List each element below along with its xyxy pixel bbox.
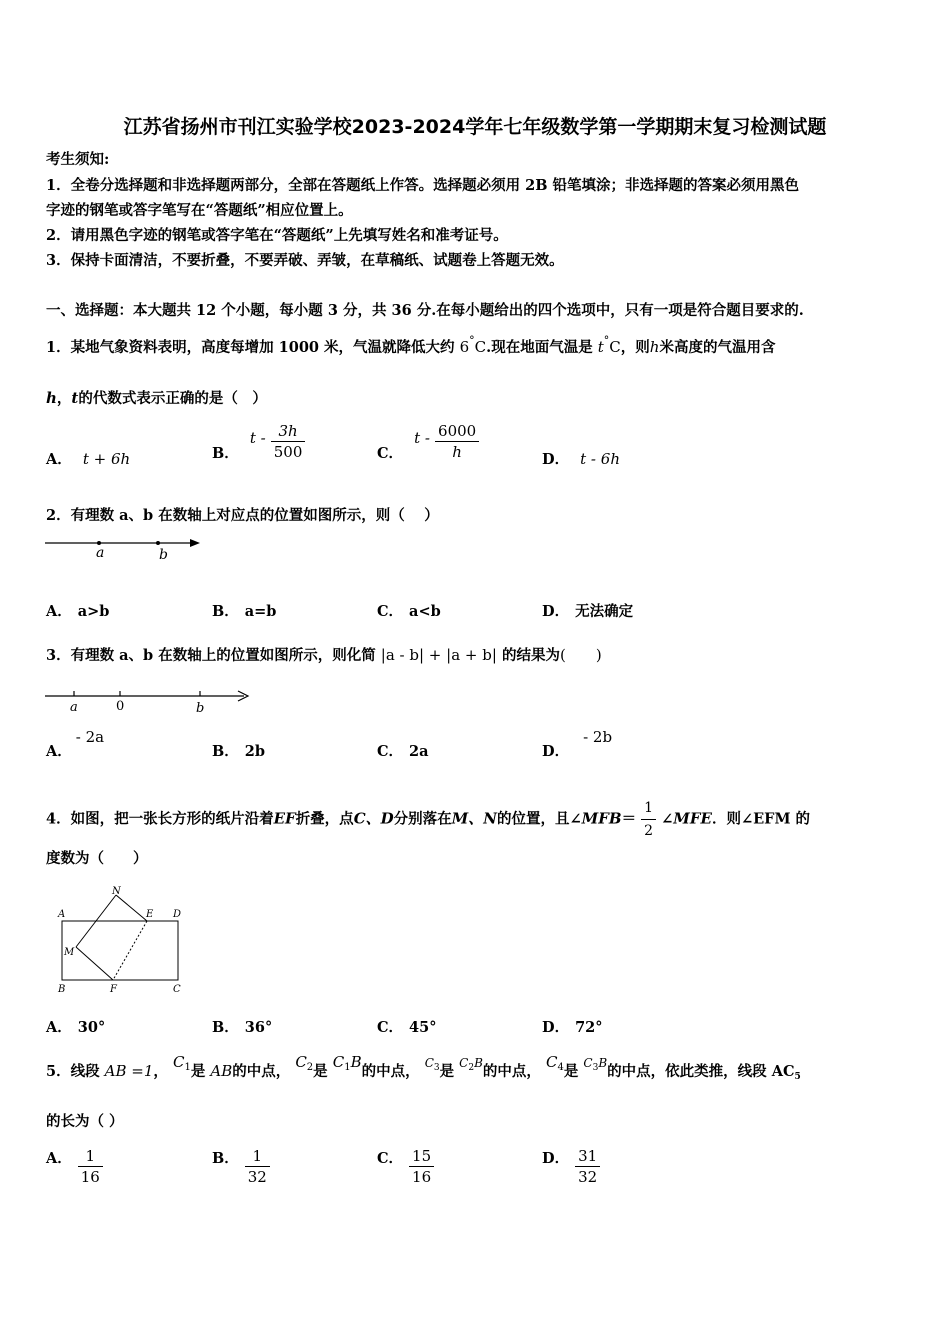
q5-option-d-den: 32: [578, 1168, 598, 1186]
q4-frac-num: 1: [641, 798, 656, 820]
q5-c1b: C: [332, 1053, 345, 1071]
q1-option-b[interactable]: [212, 422, 305, 461]
q5-option-c-fraction: [409, 1147, 434, 1186]
q2-option-d[interactable]: [542, 600, 633, 621]
q3-paren: ( ): [559, 646, 602, 664]
q5-mid-3: 的中点，: [482, 1063, 541, 1080]
q3-option-c-letter: C．: [377, 743, 404, 760]
q1-option-c-letter: C．: [377, 444, 404, 462]
section-heading: 一、选择题：本大题共 12 个小题，每小题 3 分，共 36 分.在每小题给出的四个选项中，只有一项是符合题目要求的.: [46, 302, 804, 319]
q3-option-a[interactable]: [46, 728, 105, 761]
q3-option-d-letter: D．: [542, 743, 570, 760]
q4-option-a-text: 30°: [77, 1019, 106, 1036]
q2-option-a-text: a>b: [77, 603, 110, 620]
q3-label-zero: 0: [116, 699, 125, 714]
notice-item-1-line-2: 字迹的钢笔或答字笔写在“答题纸”相应位置上。: [46, 202, 353, 219]
q4-fraction: [641, 798, 656, 841]
q5-c1: C: [172, 1053, 185, 1071]
q1-h-variable: h: [649, 338, 660, 356]
q5-c4: C: [545, 1053, 558, 1071]
question-2-stem: 2．有理数 a、b 在数轴上对应点的位置如图所示，则（ ）: [46, 507, 439, 524]
q2-option-b-letter: B．: [212, 603, 239, 620]
q4-label-f: F: [110, 984, 117, 995]
q5-option-b-num: 1: [245, 1147, 270, 1167]
q5-sep: ，: [153, 1063, 168, 1080]
q3-option-c-text: 2a: [409, 743, 429, 760]
q4-option-b-text: 36°: [244, 1019, 273, 1036]
q5-option-b-fraction: [245, 1147, 270, 1186]
q5-option-d-fraction: [575, 1147, 600, 1186]
q5-c3: C: [424, 1056, 434, 1070]
q1-text-part3: ，则: [620, 339, 650, 356]
question-3-stem: [46, 645, 602, 666]
q1-option-d-expr: t - 6h: [580, 450, 620, 468]
q5-c2b: C: [459, 1056, 469, 1070]
q1-option-b-fraction: [271, 422, 306, 461]
q4-label-a: A: [58, 909, 66, 920]
q3-label-b: b: [196, 701, 205, 716]
q2-label-b: b: [159, 547, 168, 563]
notice-item-2: 2．请用黑色字迹的钢笔或答字笔在“答题纸”上先填写姓名和准考证号。: [46, 227, 508, 244]
q5-mid-2: 的中点，: [361, 1063, 420, 1080]
q5-c2: C: [295, 1053, 307, 1071]
q5-option-d[interactable]: [542, 1147, 600, 1186]
q3-tail: 的结果为: [501, 647, 560, 664]
q4-option-d-text: 72°: [575, 1019, 603, 1036]
q2-point-b: [156, 541, 160, 545]
q1-t-variable: t: [597, 338, 604, 356]
q1-option-c-denominator: h: [452, 443, 462, 461]
q4-eq: ＝: [621, 810, 637, 828]
q5-option-a-letter: A．: [46, 1149, 72, 1167]
q1-option-a-letter: A．: [46, 451, 72, 468]
q2-option-a-letter: A．: [46, 603, 72, 620]
q1-line2-rest: 的代数式表示正确的是（ ）: [78, 390, 267, 407]
q5-option-c[interactable]: [377, 1147, 434, 1186]
q4-part5: ．则∠EFM 的: [711, 810, 811, 828]
q5-option-a[interactable]: [46, 1147, 103, 1186]
q2-option-c[interactable]: [377, 600, 441, 621]
q1-option-c-fraction: [435, 422, 479, 461]
q2-number-line: [40, 532, 210, 564]
q1-line2-sep: ，: [56, 390, 72, 407]
q4-option-d-letter: D．: [542, 1019, 570, 1036]
q1-option-a-expr: t + 6h: [82, 450, 131, 468]
q2-label-a: a: [96, 545, 105, 561]
q5-ab: AB: [210, 1062, 233, 1080]
q1-temp-unit: C: [474, 338, 487, 356]
q3-option-b[interactable]: [212, 740, 265, 761]
q1-line2-h: h: [46, 389, 57, 407]
q3-option-d-text: - 2b: [583, 728, 613, 746]
q5-option-a-den: 16: [80, 1168, 100, 1186]
q4-mn: M、N: [451, 809, 497, 828]
q5-option-c-num: 15: [409, 1147, 434, 1167]
q5-mid-1: 的中点，: [232, 1063, 291, 1080]
q1-option-b-numerator: 3h: [271, 422, 306, 442]
q4-part3: 分别落在: [393, 810, 452, 828]
q1-degree-mark: °: [469, 334, 475, 347]
q5-c3-sub: 3: [433, 1063, 440, 1073]
q4-mfe: MFE: [673, 809, 712, 828]
q5-c2b-b: B: [474, 1056, 483, 1070]
q4-label-c: C: [173, 984, 181, 995]
q3-option-a-letter: A．: [46, 743, 72, 760]
q4-ef: EF: [273, 809, 296, 828]
question-4-stem: [46, 798, 810, 841]
q5-c1b-b: B: [350, 1053, 362, 1071]
q5-option-b-den: 32: [247, 1168, 267, 1186]
q4-label-d: D: [173, 909, 182, 920]
q5-option-b-letter: B．: [212, 1149, 239, 1167]
q5-c2-sub: 2: [306, 1062, 314, 1073]
q1-option-c-numerator: 6000: [435, 422, 479, 442]
q4-option-c[interactable]: [377, 1016, 436, 1037]
q1-text-part2: .现在地面气温是: [486, 339, 593, 356]
q4-cd: C、D: [353, 809, 394, 828]
q5-lead: 5．线段: [46, 1063, 100, 1080]
q5-option-d-letter: D．: [542, 1149, 570, 1167]
q4-figure: [52, 884, 202, 998]
q2-option-c-text: a<b: [409, 603, 441, 620]
q1-option-d[interactable]: [542, 448, 620, 469]
q4-part1: 4．如图，把一张长方形的纸片沿着: [46, 810, 274, 828]
q5-c3b-sub: 3: [592, 1063, 599, 1073]
q4-option-b[interactable]: [212, 1016, 272, 1037]
q1-text-part4: 米高度的气温用含: [659, 339, 776, 356]
q3-option-a-text: - 2a: [75, 728, 105, 746]
q1-option-b-letter: B．: [212, 444, 239, 462]
q5-tail-sub: 5: [794, 1072, 801, 1082]
q4-option-c-letter: C．: [377, 1019, 404, 1036]
notice-heading: 考生须知:: [46, 151, 110, 168]
q2-option-b[interactable]: [212, 600, 276, 621]
q2-option-a[interactable]: [46, 600, 109, 621]
q4-mfb: MFB: [581, 809, 622, 828]
q4-part4: 的位置，且∠: [496, 810, 582, 828]
q2-option-b-text: a=b: [244, 603, 277, 620]
q2-option-d-text: 无法确定: [575, 603, 634, 620]
question-1-stem-line-2: [46, 388, 267, 409]
q4-option-a-letter: A．: [46, 1019, 72, 1036]
q1-option-b-denominator: 500: [273, 443, 303, 461]
q5-is-4: 是: [563, 1063, 579, 1080]
q3-option-b-letter: B．: [212, 743, 239, 760]
q1-option-a[interactable]: [46, 448, 130, 469]
question-5-stem: [46, 1053, 801, 1084]
q5-c1-sub: 1: [184, 1062, 191, 1073]
q5-tail: 的中点，依此类推，线段 AC: [607, 1063, 795, 1080]
q5-option-a-num: 1: [78, 1147, 103, 1167]
q4-label-e: E: [146, 909, 154, 920]
q5-is-3: 是: [439, 1063, 455, 1080]
q4-option-c-text: 45°: [409, 1019, 437, 1036]
q5-c4-sub: 4: [557, 1062, 564, 1073]
q4-option-d[interactable]: [542, 1016, 603, 1037]
question-5-stem-line-2: 的长为（ ）: [46, 1113, 124, 1130]
q5-c1b-sub: 1: [344, 1062, 351, 1073]
q3-number-line: [40, 686, 260, 716]
q4-angle-sign: ∠: [661, 810, 674, 828]
notice-item-3: 3．保持卡面清洁，不要折叠，不要弄破、弄皱，在草稿纸、试题卷上答题无效。: [46, 252, 564, 269]
q3-option-c[interactable]: [377, 740, 429, 761]
q5-ab-eq: AB =1: [104, 1062, 154, 1080]
q5-option-a-fraction: [78, 1147, 103, 1186]
page-title: 江苏省扬州市刊江实验学校2023-2024学年七年级数学第一学期期末复习检测试题: [123, 116, 827, 138]
q1-option-c[interactable]: [377, 422, 479, 461]
q4-label-n: N: [112, 886, 121, 897]
q4-option-a[interactable]: [46, 1016, 105, 1037]
q4-label-b: B: [58, 984, 66, 995]
q1-degree-mark-2: °: [603, 334, 610, 347]
q3-option-d[interactable]: [542, 728, 613, 761]
q1-option-c-prefix: t -: [414, 428, 430, 447]
q5-option-b[interactable]: [212, 1147, 270, 1186]
q2-option-d-letter: D．: [542, 603, 570, 620]
notice-item-1-line-1: 1．全卷分选择题和非选择题两部分，全部在答题纸上作答。选择题必须用 2B 铅笔填涂；非选择题的答案必须用黑色: [46, 177, 800, 194]
q4-part2: 折叠，点: [295, 810, 354, 828]
q1-text-part1: 1．某地气象资料表明，高度每增加 1000 米，气温就降低大约: [46, 339, 455, 356]
q3-label-a: a: [70, 700, 78, 715]
q5-c3b: C: [583, 1056, 593, 1070]
q1-temp-value: 6: [459, 338, 470, 356]
q5-c3b-b: B: [598, 1056, 608, 1070]
q3-option-b-text: 2b: [244, 743, 265, 760]
q4-label-m: M: [64, 947, 75, 958]
q5-option-d-num: 31: [575, 1147, 600, 1167]
q1-option-d-letter: D．: [542, 451, 570, 468]
q2-option-c-letter: C．: [377, 603, 404, 620]
q1-temp-unit-2: C: [609, 338, 621, 356]
q1-line2-t: t: [71, 389, 79, 407]
q5-is-1: 是: [190, 1063, 206, 1080]
q1-option-b-prefix: t -: [249, 428, 266, 447]
q5-option-c-den: 16: [412, 1168, 432, 1186]
q3-text: 3．有理数 a、b 在数轴上的位置如图所示，则化简: [46, 647, 376, 664]
q3-expression: |a - b| + |a + b|: [380, 646, 497, 664]
q4-frac-den: 2: [644, 823, 654, 839]
question-4-stem-line-2: 度数为（ ）: [46, 850, 148, 867]
question-1-stem: [46, 334, 776, 359]
q4-option-b-letter: B．: [212, 1019, 239, 1036]
q5-option-c-letter: C．: [377, 1149, 404, 1167]
q5-is-2: 是: [313, 1063, 328, 1080]
q5-c2b-sub: 2: [468, 1063, 475, 1073]
